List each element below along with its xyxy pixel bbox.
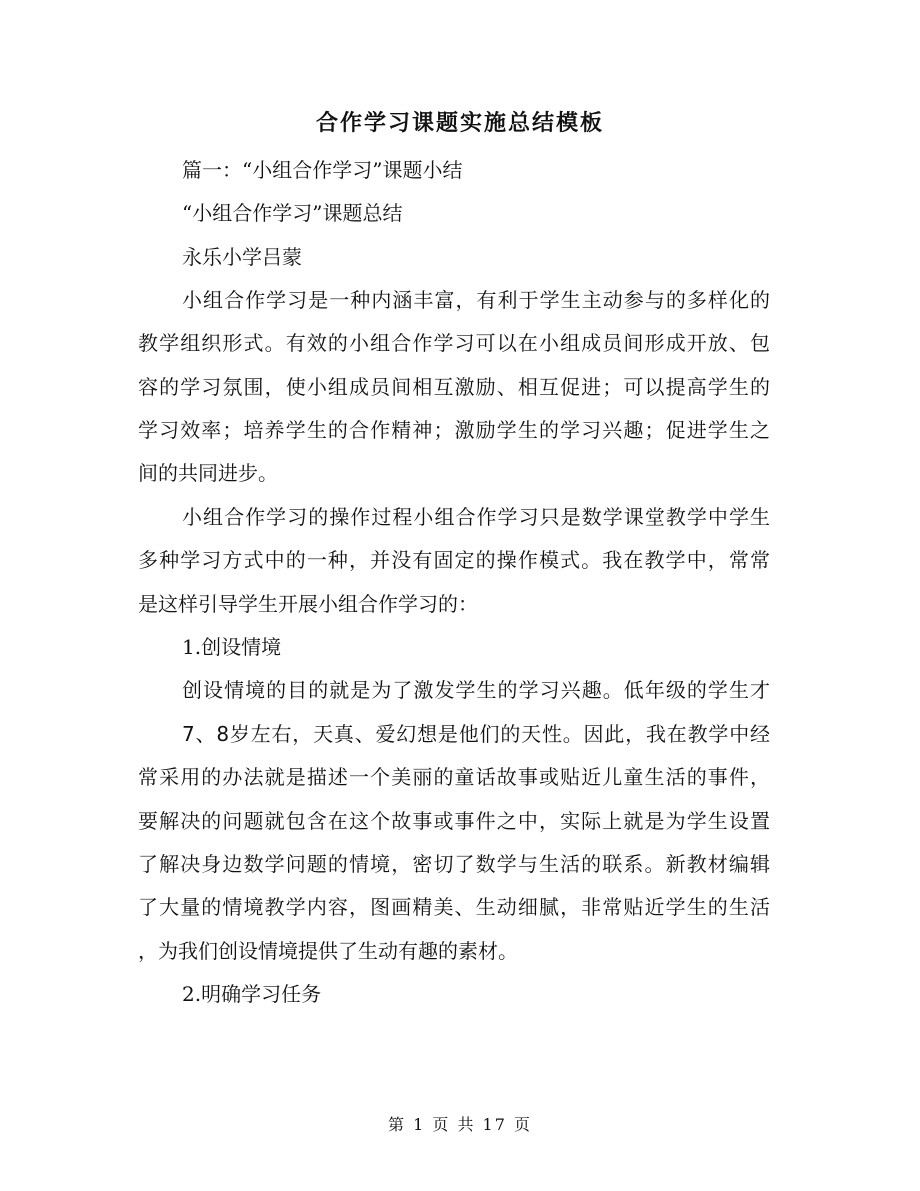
- paragraph-line: 7、8岁左右，天真、爱幻想是他们的天性。因此，我在教学中经: [182, 722, 770, 746]
- paragraph-line: 常采用的办法就是描述一个美丽的童话故事或贴近儿童生活的事件，: [138, 765, 770, 789]
- document-title: 合作学习课题实施总结模板: [315, 110, 604, 136]
- section-heading-1: 1.创设情境: [182, 635, 282, 659]
- paragraph-line: 是这样引导学生开展小组合作学习的：: [138, 592, 478, 616]
- page-footer: 第 1 页 共 17 页: [388, 1115, 532, 1134]
- paragraph-line: 多种学习方式中的一种，并没有固定的操作模式。我在教学中，常常: [138, 548, 770, 572]
- heading-summary: “小组合作学习”课题总结: [182, 201, 403, 225]
- heading-part-one: 篇一：“小组合作学习”课题小结: [182, 158, 463, 182]
- paragraph-line: 要解决的问题就包含在这个故事或事件之中，实际上就是为学生设置: [138, 809, 770, 833]
- paragraph-line: ，为我们创设情境提供了生动有趣的素材。: [138, 939, 518, 963]
- paragraph-line: 创设情境的目的就是为了激发学生的学习兴趣。低年级的学生才: [182, 678, 770, 702]
- paragraph-line: 小组合作学习是一种内涵丰富，有利于学生主动参与的多样化的: [182, 288, 770, 312]
- author-line: 永乐小学吕蒙: [182, 245, 302, 269]
- paragraph-line: 了大量的情境教学内容，图画精美、生动细腻，非常贴近学生的生活: [138, 895, 770, 919]
- paragraph-line: 教学组织形式。有效的小组合作学习可以在小组成员间形成开放、包: [138, 331, 770, 355]
- paragraph-line: 容的学习氛围，使小组成员间相互激励、相互促进；可以提高学生的: [138, 375, 770, 399]
- paragraph-line: 了解决身边数学问题的情境，密切了数学与生活的联系。新教材编辑: [138, 852, 770, 876]
- paragraph-line: 学习效率；培养学生的合作精神；激励学生的学习兴趣；促进学生之: [138, 418, 770, 442]
- section-heading-2: 2.明确学习任务: [182, 982, 322, 1006]
- paragraph-line: 间的共同进步。: [138, 461, 278, 485]
- paragraph-line: 小组合作学习的操作过程小组合作学习只是数学课堂教学中学生: [182, 505, 770, 529]
